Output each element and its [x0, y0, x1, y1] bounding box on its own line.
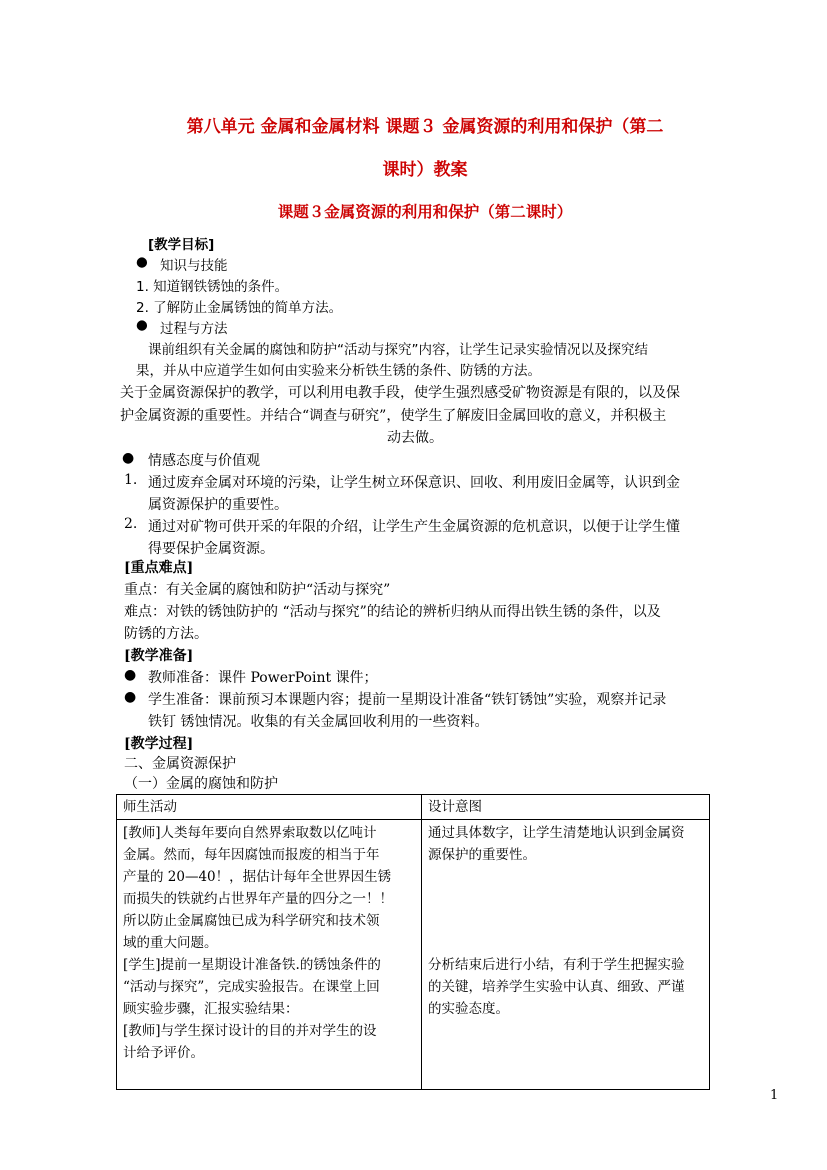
bullet-icon: ● [124, 689, 137, 705]
table-header-cell: 师生活动 [117, 795, 422, 820]
bullet-icon: ● [124, 667, 137, 683]
paragraph-line: 护金属资源的重要性。并结合“调查与研究”，使学生了解废旧金属回收的意义，并积极主 [120, 407, 667, 424]
cell-line: 域的重大问题。 [123, 935, 218, 951]
table-header-cell: 设计意图 [422, 795, 710, 820]
cell-line: 分析结束后进行小结，有利于学生把握实验 [428, 957, 685, 973]
emotion-item-2-line-1: 通过对矿物可供开采的年限的介绍，让学生产生金属资源的危机意识，以便于让学生懂 [148, 519, 680, 535]
teacher-prep: 教师准备：课件 PowerPoint 课件； [148, 670, 378, 686]
lesson-subtitle: 课题３金属资源的利用和保护（第二课时） [277, 202, 573, 221]
process-line-2: 果，并从中应道学生如何由实验来分析铁生锈的条件、防锈的方法。 [136, 363, 541, 379]
teaching-paragraph [120, 382, 710, 450]
table-cell-intent [422, 820, 710, 1090]
emotion-heading: 情感态度与价值观 [148, 453, 260, 469]
table-header-row [117, 795, 710, 820]
objectives-heading: [教学目标] [148, 237, 215, 253]
document-title-line-1: 第八单元 金属和金属材料 课题３ 金属资源的利用和保护（第二 [186, 117, 664, 137]
paragraph-line: 关于金属资源保护的教学，可以利用电教手段，使学生强烈感受矿物资源是有限的，以及保 [120, 385, 680, 401]
process-line-1: 课前组织有关金属的腐蚀和防护“活动与探究”内容，让学生记录实验情况以及探究结 [148, 342, 648, 358]
bullet-icon: ● [122, 450, 135, 466]
page-number: 1 [770, 1088, 779, 1103]
cell-line: 计给予评价。 [123, 1045, 204, 1061]
cell-line: 而损失的铁就约占世界年产量的四分之一！！ [123, 891, 393, 907]
list-number: 2. [124, 516, 138, 532]
key-points-heading: [重点难点] [124, 560, 194, 576]
prep-heading: [教学准备] [124, 648, 194, 664]
knowledge-heading: 知识与技能 [160, 258, 228, 274]
list-number: 1. [124, 472, 138, 488]
cell-line: [教师]人类每年要向自然界索取数以亿吨计 [123, 825, 377, 841]
cell-line: 源保护的重要性。 [428, 847, 536, 863]
cell-line: 所以防止金属腐蚀已成为科学研究和技术领 [123, 913, 380, 929]
subsection-title: （一）金属的腐蚀和防护 [124, 776, 278, 792]
emotion-item-2-line-2: 得要保护金属资源。 [148, 541, 274, 557]
knowledge-item-2: 2. 了解防止金属锈蚀的简单方法。 [136, 300, 343, 316]
cell-line: 产量的 20—40！，据估计每年全世界因生锈 [123, 869, 392, 885]
knowledge-item-1: 1. 知道钢铁锈蚀的条件。 [136, 279, 289, 295]
cell-spacer [428, 866, 703, 954]
section-title: 二、金属资源保护 [124, 756, 236, 772]
lesson-table [116, 794, 710, 1090]
paragraph-line: 动去做。 [387, 430, 443, 446]
document-title-line-2: 课时）教案 [382, 160, 468, 180]
cell-line: [学生]提前一星期设计准备铁.的锈蚀条件的 [123, 957, 381, 973]
process-heading: 过程与方法 [160, 321, 228, 337]
cell-line: “活动与探究”，完成实验报告。在课堂上回 [123, 979, 380, 995]
table-cell-activities [117, 820, 422, 1090]
bullet-icon: ● [136, 317, 148, 333]
emotion-item-1-line-1: 通过废弃金属对环境的污染，让学生树立环保意识、回收、利用废旧金属等，认识到金 [148, 475, 680, 491]
cell-line: 的关键，培养学生实验中认真、细致、严谨 [428, 979, 685, 995]
cell-line: 顾实验步骤，汇报实验结果： [123, 1001, 299, 1017]
student-prep-line-1: 学生准备：课前预习本课题内容；提前一星期设计准备“铁钉锈蚀”实验，观察并记录 [148, 692, 667, 708]
difficult-point-line-2: 防锈的方法。 [124, 626, 208, 642]
difficult-point-line-1: 难点：对铁的锈蚀防护的 “活动与探究”的结论的辨析归纳从而得出铁生锈的条件，以及 [124, 604, 661, 620]
process-heading-bold: [教学过程] [124, 736, 194, 752]
bullet-icon: ● [136, 254, 148, 270]
emotion-item-1-line-2: 属资源保护的重要性。 [148, 497, 288, 513]
key-point: 重点：有关金属的腐蚀和防护“活动与探究” [124, 582, 391, 598]
cell-line: [教师]与学生探讨设计的目的并对学生的设 [123, 1023, 377, 1039]
student-prep-line-2: 铁钉 锈蚀情况。收集的有关金属回收利用的一些资料。 [148, 714, 489, 730]
cell-line: 通过具体数字，让学生清楚地认识到金属资 [428, 825, 685, 841]
table-row [117, 820, 710, 1090]
cell-line: 金属。然而，每年因腐蚀而报废的相当于年 [123, 847, 380, 863]
cell-line: 的实验态度。 [428, 1001, 509, 1017]
